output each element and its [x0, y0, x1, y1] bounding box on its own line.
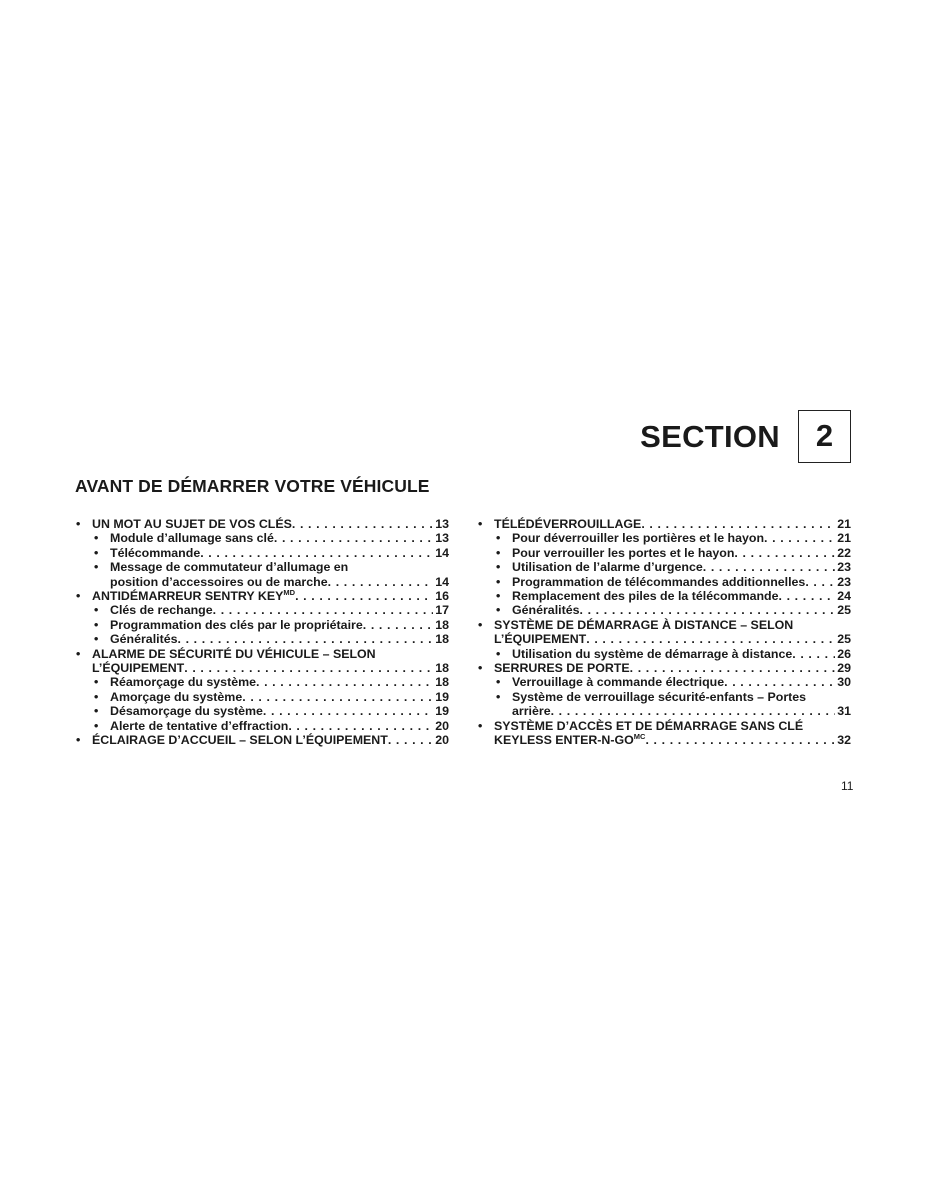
toc-entry-title: Généralités	[512, 603, 580, 618]
leader-dots	[274, 531, 433, 545]
leader-dots	[645, 733, 835, 747]
bullet-icon: •	[94, 603, 99, 618]
section-number: 2	[815, 418, 834, 453]
bullet-icon: •	[496, 545, 501, 560]
toc-entry-page: 19	[435, 704, 449, 719]
toc-entry-generalites[interactable]	[477, 603, 851, 617]
bullet-icon: •	[94, 675, 99, 690]
toc-entry-page: 23	[837, 560, 851, 575]
bullet-icon: •	[94, 545, 99, 560]
toc-entry-deverrouiller[interactable]	[477, 531, 851, 545]
leader-dots	[805, 575, 835, 589]
section-header	[640, 408, 851, 464]
leader-dots	[641, 517, 835, 531]
toc-entry-title: Clés de rechange	[110, 603, 213, 618]
toc-list-right	[477, 517, 851, 748]
bullet-icon: •	[94, 531, 99, 546]
leader-dots	[263, 704, 433, 718]
toc-entry-acces-sans-cle[interactable]	[477, 719, 851, 748]
leader-dots	[292, 517, 433, 531]
toc-entry-title: Télécommande	[110, 545, 201, 560]
toc-entry-programmation-cles[interactable]	[75, 618, 449, 632]
toc-entry-generalites[interactable]	[75, 632, 449, 646]
leader-dots	[256, 675, 433, 689]
toc-entry-title: Utilisation du système de démarrage à distance	[512, 646, 793, 661]
toc-entry-page: 14	[435, 574, 449, 589]
toc-entry-title: Généralités	[110, 632, 178, 647]
toc-entry-page: 19	[435, 689, 449, 704]
toc-entry-page: 21	[837, 517, 851, 531]
toc-entry-title-line1: Message de commutateur d’allumage en	[110, 560, 349, 575]
bullet-icon: •	[94, 632, 99, 647]
toc-entry-page: 29	[837, 661, 851, 676]
trademark-superscript: MC	[633, 731, 646, 741]
page-number: 11	[841, 779, 854, 793]
toc-entry-module-allumage[interactable]	[75, 531, 449, 545]
toc-entry-page: 17	[435, 603, 449, 618]
toc-left-column	[75, 517, 449, 748]
bullet-icon: •	[496, 560, 501, 575]
toc-entry-title: Alerte de tentative d’effraction	[110, 718, 289, 733]
toc-entry-title: SERRURES DE PORTE	[494, 661, 630, 676]
toc-entry-teledeverrouillage[interactable]	[477, 517, 851, 531]
toc-entry-page: 31	[837, 704, 851, 719]
toc-entry-title: KEYLESS ENTER-N-GO	[494, 733, 634, 748]
leader-dots	[792, 647, 835, 661]
leader-dots	[200, 546, 433, 560]
section-label: SECTION	[640, 418, 780, 454]
toc-entry-title: Verrouillage à commande électrique	[512, 675, 725, 690]
toc-entry-title: Pour déverrouiller les portières et le hayon	[512, 531, 765, 546]
toc-entry-demarrage-distance[interactable]	[477, 618, 851, 647]
bullet-icon: •	[478, 718, 483, 733]
toc-entry-title: Pour verrouiller les portes et le hayon	[512, 545, 735, 560]
leader-dots	[178, 632, 434, 646]
toc-entry-message-commutateur[interactable]	[75, 560, 449, 589]
leader-dots	[213, 603, 434, 617]
trademark-superscript: MD	[283, 587, 296, 597]
bullet-icon: •	[496, 646, 501, 661]
toc-entry-cles-rechange[interactable]	[75, 603, 449, 617]
toc-entry-reamorcage[interactable]	[75, 675, 449, 689]
leader-dots	[551, 704, 836, 718]
toc-entry-page: 25	[837, 632, 851, 647]
bullet-icon: •	[94, 560, 99, 575]
section-number-box	[798, 410, 851, 463]
toc-entry-programmation-telecommandes[interactable]	[477, 575, 851, 589]
leader-dots	[630, 661, 836, 675]
toc-entry-page: 21	[837, 531, 851, 546]
toc-entry-page: 13	[435, 531, 449, 546]
bullet-icon: •	[478, 617, 483, 632]
toc-entry-un-mot-cles[interactable]	[75, 517, 449, 531]
toc-entry-page: 14	[435, 545, 449, 560]
leader-dots	[779, 589, 836, 603]
leader-dots	[328, 575, 434, 589]
toc-entry-title: ANTIDÉMARREUR SENTRY KEY	[92, 589, 284, 604]
toc-entry-page: 32	[837, 733, 851, 748]
toc-entry-title: Programmation des clés par le propriétaire	[110, 617, 363, 632]
bullet-icon: •	[76, 517, 81, 531]
toc-entry-title: L’ÉQUIPEMENT	[494, 632, 587, 647]
toc-entry-page: 23	[837, 574, 851, 589]
toc-entry-title: position d’accessoires ou de marche	[110, 574, 328, 589]
toc-entry-page: 25	[837, 603, 851, 618]
bullet-icon: •	[94, 689, 99, 704]
page-title: AVANT DE DÉMARRER VOTRE VÉHICULE	[75, 476, 430, 496]
toc-entry-title-line1: ALARME DE SÉCURITÉ DU VÉHICULE – SELON	[92, 646, 376, 661]
toc-entry-antidemarreur[interactable]	[75, 589, 449, 603]
toc-list-left	[75, 517, 449, 748]
toc-entry-telecommande[interactable]	[75, 546, 449, 560]
leader-dots	[388, 733, 433, 747]
toc-entry-page: 26	[837, 646, 851, 661]
bullet-icon: •	[94, 617, 99, 632]
toc-entry-remplacement-piles[interactable]	[477, 589, 851, 603]
toc-entry-page: 20	[435, 733, 449, 748]
toc-entry-page: 30	[837, 675, 851, 690]
toc-entry-alarme-securite[interactable]	[75, 647, 449, 676]
leader-dots	[242, 690, 433, 704]
toc-entry-page: 18	[435, 632, 449, 647]
bullet-icon: •	[496, 689, 501, 704]
bullet-icon: •	[496, 675, 501, 690]
toc-entry-desamorcage[interactable]	[75, 704, 449, 718]
toc-entry-title: Programmation de télécommandes additionnelles	[512, 574, 806, 589]
toc-entry-page: 16	[435, 589, 449, 604]
leader-dots	[586, 632, 835, 646]
toc-entry-title-line1: SYSTÈME DE DÉMARRAGE À DISTANCE – SELON	[494, 617, 794, 632]
bullet-icon: •	[478, 661, 483, 676]
toc-entry-alerte-effraction[interactable]	[75, 719, 449, 733]
toc-entry-page: 18	[435, 661, 449, 676]
toc-entry-verrouillage-electrique[interactable]	[477, 675, 851, 689]
toc-entry-title: UN MOT AU SUJET DE VOS CLÉS	[92, 517, 292, 531]
toc-entry-serrures-porte[interactable]	[477, 661, 851, 675]
leader-dots	[764, 531, 835, 545]
toc-entry-title: ÉCLAIRAGE D’ACCUEIL – SELON L’ÉQUIPEMENT	[92, 733, 388, 748]
leader-dots	[703, 560, 835, 574]
leader-dots	[295, 589, 433, 603]
leader-dots	[580, 603, 836, 617]
toc-entry-title: Désamorçage du système	[110, 704, 263, 719]
bullet-icon: •	[76, 733, 81, 748]
leader-dots	[288, 719, 433, 733]
toc-entry-title-line1: Système de verrouillage sécurité-enfants – Portes	[512, 689, 807, 704]
toc-entry-title: Module d’allumage sans clé	[110, 531, 274, 546]
toc-entry-title: Amorçage du système	[110, 689, 243, 704]
bullet-icon: •	[76, 589, 81, 604]
bullet-icon: •	[76, 646, 81, 661]
bullet-icon: •	[496, 603, 501, 618]
toc-entry-title: Remplacement des piles de la télécommande	[512, 589, 779, 604]
toc-entry-page: 18	[435, 675, 449, 690]
bullet-icon: •	[478, 517, 483, 531]
toc-entry-utilisation-demarrage[interactable]	[477, 647, 851, 661]
bullet-icon: •	[496, 531, 501, 546]
leader-dots	[734, 546, 835, 560]
toc-entry-title: TÉLÉDÉVERROUILLAGE	[494, 517, 642, 531]
bullet-icon: •	[496, 574, 501, 589]
toc-entry-title: Utilisation de l’alarme d’urgence	[512, 560, 703, 575]
toc-entry-page: 13	[435, 517, 449, 531]
bullet-icon: •	[94, 704, 99, 719]
bullet-icon: •	[94, 718, 99, 733]
toc-entry-title: L’ÉQUIPEMENT	[92, 661, 185, 676]
toc-entry-title-line1: SYSTÈME D’ACCÈS ET DE DÉMARRAGE SANS CLÉ	[494, 718, 804, 733]
toc-entry-page: 24	[837, 589, 851, 604]
leader-dots	[184, 661, 433, 675]
toc-entry-eclairage-accueil[interactable]	[75, 733, 449, 747]
toc-entry-page: 22	[837, 545, 851, 560]
toc-entry-verrouiller[interactable]	[477, 546, 851, 560]
leader-dots	[724, 675, 835, 689]
bullet-icon: •	[496, 589, 501, 604]
toc-entry-alarme-urgence[interactable]	[477, 560, 851, 574]
leader-dots	[363, 618, 433, 632]
toc-entry-title: Réamorçage du système	[110, 675, 257, 690]
toc-right-column	[477, 517, 851, 748]
toc-entry-page: 18	[435, 617, 449, 632]
toc-entry-securite-enfants[interactable]	[477, 690, 851, 719]
toc-entry-amorcage[interactable]	[75, 690, 449, 704]
toc-entry-title: arrière	[512, 704, 551, 719]
toc-entry-page: 20	[435, 718, 449, 733]
